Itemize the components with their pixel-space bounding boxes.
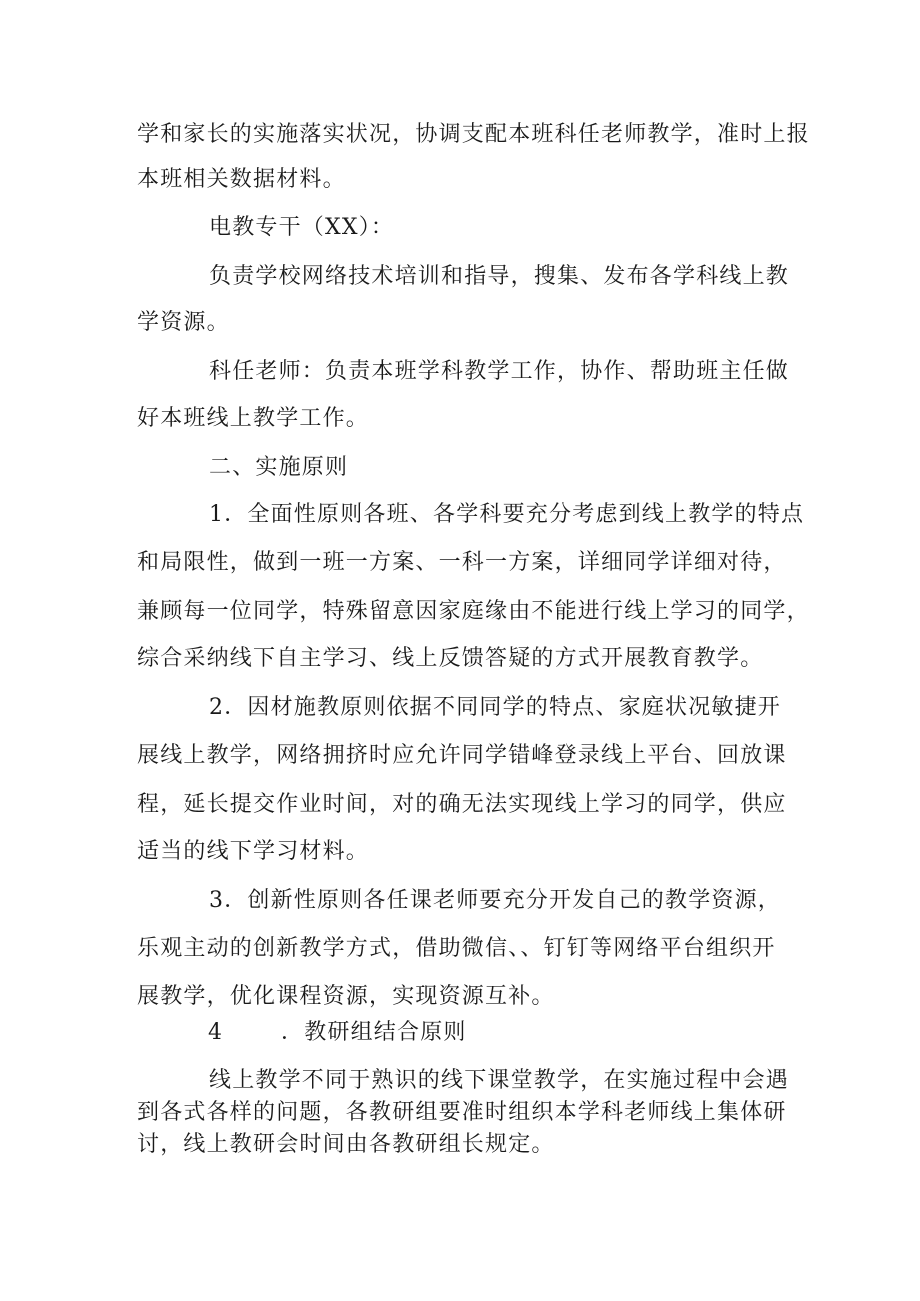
paragraph-line: 线上教学不同于熟识的线下课堂教学，在实施过程中会遇	[209, 1068, 790, 1093]
paragraph-line: 展教学，优化课程资源，实现资源互补。	[137, 984, 555, 1009]
paragraph-line: 好本班线上教学工作。	[137, 406, 370, 431]
paragraph-line: 科任老师：负责本班学科教学工作，协作、帮助班主任做	[209, 359, 790, 384]
paragraph-line: 1．全面性原则各班、各学科要充分考虑到线上教学的特点	[209, 502, 805, 527]
paragraph-line: 兼顾每一位同学，特殊留意因家庭缘由不能进行线上学习的同学，	[137, 599, 810, 624]
heading-number: 4	[208, 1020, 222, 1045]
paragraph-line: 适当的线下学习材料。	[137, 839, 370, 864]
section-heading: ．教研组结合原则	[281, 1020, 467, 1045]
paragraph-line: 乐观主动的创新教学方式，借助微信、、钉钉等网络平台组织开	[137, 936, 776, 961]
paragraph-line: 学和家长的实施落实状况，协调支配本班科任老师教学，准时上报	[137, 122, 810, 147]
paragraph-line: 学资源。	[137, 310, 230, 335]
paragraph-line: 讨，线上教研会时间由各教研组长规定。	[137, 1132, 555, 1157]
paragraph-line: 和局限性，做到一班一方案、一科一方案，详细同学详细对待，	[137, 550, 787, 575]
section-label: 电教专干（XX）：	[209, 215, 395, 240]
paragraph-line: 展线上教学，网络拥挤时应允许同学错峰登录线上平台、回放课	[137, 743, 787, 768]
paragraph-line: 本班相关数据材料。	[137, 167, 346, 192]
section-heading: 二、实施原则	[209, 455, 349, 480]
paragraph-line: 3．创新性原则各任课老师要充分开发自己的教学资源，	[209, 888, 781, 913]
paragraph-line: 综合采纳线下自主学习、线上反馈答疑的方式开展教育教学。	[137, 646, 764, 671]
paragraph-line: 到各式各样的问题，各教研组要准时组织本学科老师线上集体研	[137, 1100, 787, 1125]
paragraph-line: 2．因材施教原则依据不同同学的特点、家庭状况敏捷开	[209, 695, 781, 720]
paragraph-line: 负责学校网络技术培训和指导，搜集、发布各学科线上教	[209, 264, 790, 289]
paragraph-line: 程，延长提交作业时间，对的确无法实现线上学习的同学，供应	[137, 792, 787, 817]
